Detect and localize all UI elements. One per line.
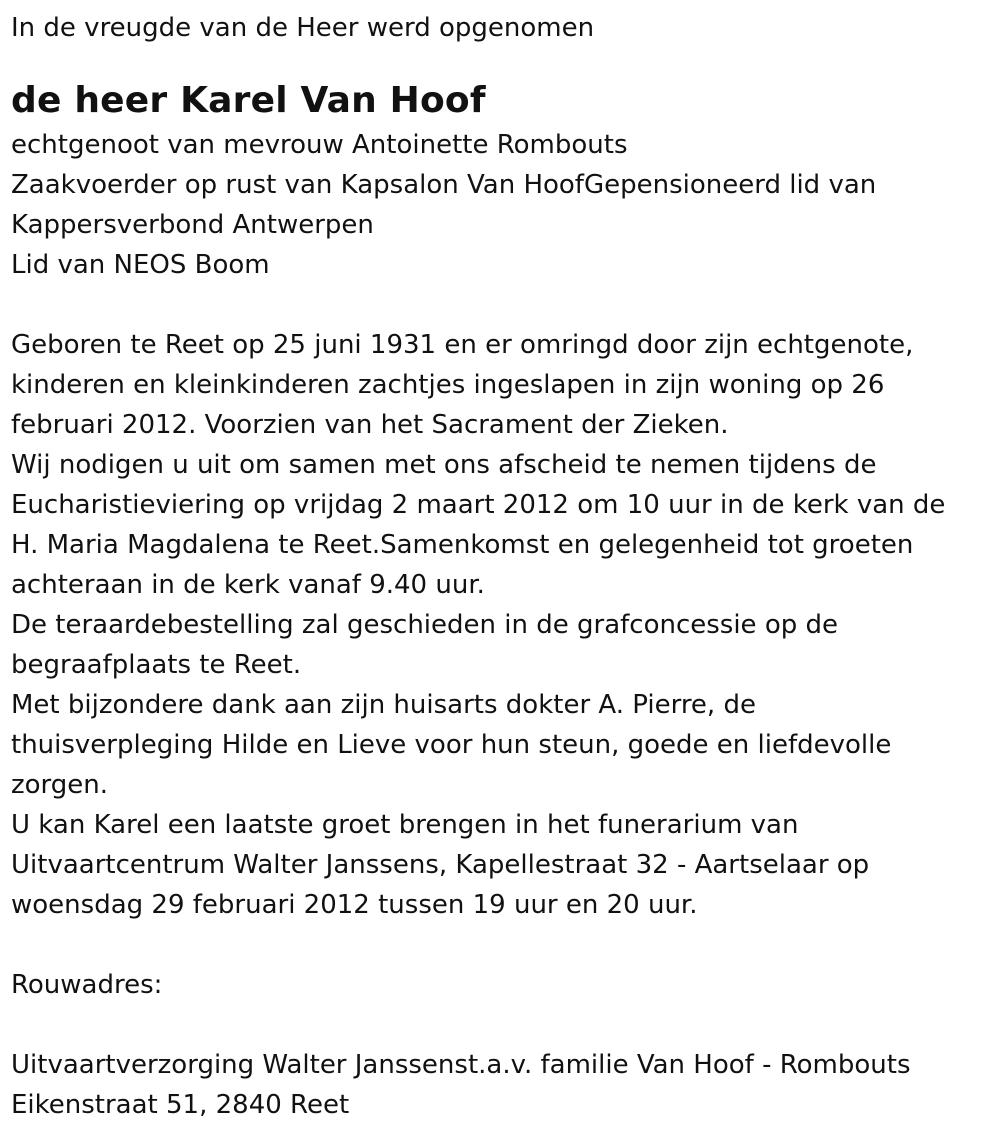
body-block <box>11 325 988 925</box>
body-line: Geboren te Reet op 25 juni 1931 en er omringd door zijn echtgenote, <box>11 330 914 360</box>
spacer <box>11 925 988 965</box>
body-line: Wij nodigen u uit om samen met ons afscheid te nemen tijdens de <box>11 450 877 480</box>
body-line: woensdag 29 februari 2012 tussen 19 uur en 20 uur. <box>11 890 698 920</box>
address-label: Rouwadres: <box>11 970 163 1000</box>
intro-text: In de vreugde van de Heer werd opgenomen <box>11 13 595 43</box>
body-line: zorgen. <box>11 770 109 800</box>
body-line: H. Maria Magdalena te Reet.Samenkomst en gelegenheid tot groeten <box>11 530 914 560</box>
address-block <box>11 1045 988 1125</box>
body-line: februari 2012. Voorzien van het Sacrament der Zieken. <box>11 410 729 440</box>
body-line: Uitvaartcentrum Walter Janssens, Kapellestraat 32 - Aartselaar op <box>11 850 870 880</box>
role-line: Kappersverbond Antwerpen <box>11 210 374 240</box>
roles-block <box>11 125 988 285</box>
body-line: Eucharistieviering op vrijdag 2 maart 2012 om 10 uur in de kerk van de <box>11 490 946 520</box>
role-line: Lid van NEOS Boom <box>11 250 270 280</box>
spacer <box>11 1005 988 1045</box>
address-line: Eikenstraat 51, 2840 Reet <box>11 1090 350 1120</box>
body-line: De teraardebestelling zal geschieden in de grafconcessie op de <box>11 610 838 640</box>
role-line: echtgenoot van mevrouw Antoinette Rombouts <box>11 130 628 160</box>
deceased-name: de heer Karel Van Hoof <box>11 80 486 121</box>
body-line: thuisverpleging Hilde en Lieve voor hun steun, goede en liefdevolle <box>11 730 892 760</box>
role-line: Zaakvoerder op rust van Kapsalon Van HoofGepensioneerd lid van <box>11 170 877 200</box>
body-line: achteraan in de kerk vanaf 9.40 uur. <box>11 570 485 600</box>
body-line: begraafplaats te Reet. <box>11 650 302 680</box>
spacer <box>11 285 988 325</box>
body-line: Met bijzondere dank aan zijn huisarts dokter A. Pierre, de <box>11 690 756 720</box>
body-line: kinderen en kleinkinderen zachtjes ingeslapen in zijn woning op 26 <box>11 370 885 400</box>
address-line: Uitvaartverzorging Walter Janssenst.a.v. familie Van Hoof - Rombouts <box>11 1050 911 1080</box>
body-line: U kan Karel een laatste groet brengen in het funerarium van <box>11 810 799 840</box>
